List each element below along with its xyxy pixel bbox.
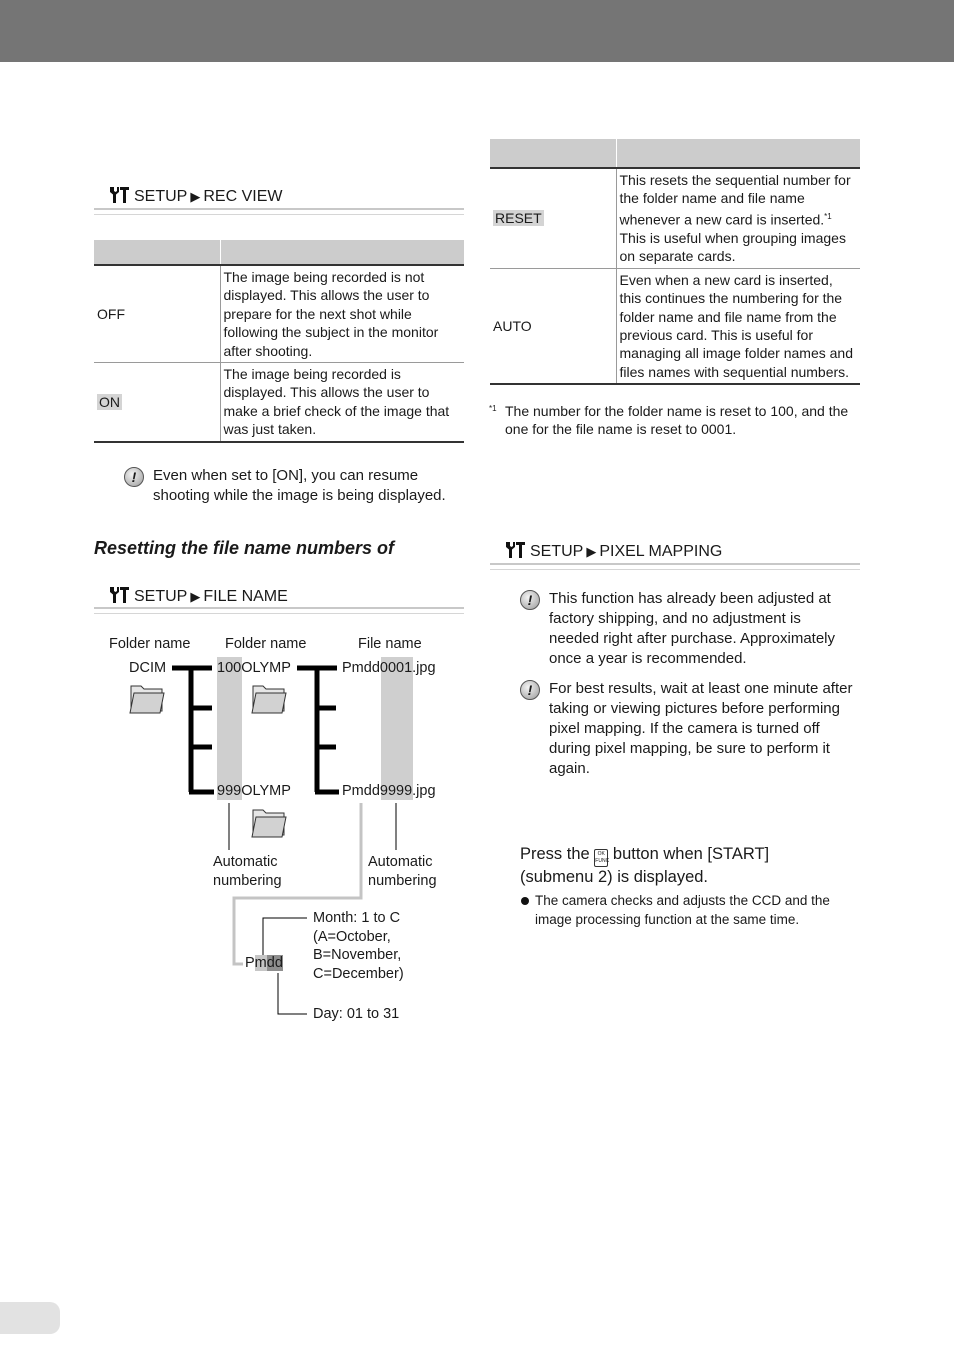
file-name-table (490, 139, 860, 385)
note-text: Even when set to [ON], you can resume shooting while the image is being displayed. (153, 467, 446, 504)
bullet-text: The camera checks and adjusts the CCD and the image processing function at the same time. (535, 893, 830, 927)
folder-name-header-1: Folder name (109, 636, 191, 652)
folder-icon (129, 680, 165, 714)
option-reset: RESET (495, 210, 542, 227)
pixel-mapping-note-1 (520, 589, 855, 671)
caution-icon: ! (124, 467, 144, 487)
caution-icon: ! (520, 590, 540, 610)
table-header-row (490, 139, 860, 168)
instruction-text: button when [START] (submenu 2) is displayed. (520, 845, 770, 886)
menu-item-label: REC VIEW (203, 188, 283, 205)
option-auto: AUTO (493, 317, 532, 334)
table-row (490, 268, 860, 384)
footnote (489, 402, 861, 444)
folder-icon (251, 680, 287, 714)
automatic-numbering-file: Automatic numbering (368, 854, 437, 889)
pixel-mapping-setup-header (504, 541, 722, 563)
folder-suffix: OLYMP (241, 660, 291, 676)
option-on: ON (99, 393, 120, 410)
section-rule (490, 563, 860, 570)
option-cell (490, 268, 616, 384)
page-number-tab (0, 1302, 60, 1334)
folder-suffix: OLYMP (241, 783, 291, 799)
first-file-label (342, 659, 436, 678)
first-folder-label (217, 659, 291, 678)
caution-icon: ! (520, 680, 540, 700)
note-text: For best results, wait at least one minute after taking or viewing pictures before performing pixel mapping. If the camera is turned off during pixel mapping, be sure to perform it again. (549, 680, 853, 777)
pmdd-breakdown (245, 954, 283, 973)
option-cell (490, 168, 616, 268)
button-label-bottom: FUNC (595, 858, 610, 864)
option-off: OFF (97, 305, 125, 322)
file-name-subheading: Resetting the file name numbers of (94, 538, 395, 558)
triangle-right-icon: ▶ (586, 544, 597, 559)
month-description: Month: 1 to C (A=October, B=November, C=December) (313, 910, 404, 982)
automatic-numbering-folder: Automatic numbering (213, 854, 282, 889)
file-extension: .jpg (412, 783, 436, 799)
folder-name-header-2: Folder name (225, 636, 307, 652)
last-file-label (342, 782, 436, 801)
pmdd-p: P (245, 955, 255, 971)
reset-description: This resets the sequential number for the folder name and file name whenever a new card is inserted. (619, 172, 851, 228)
note-text: This function has already been adjusted at factory shipping, and no adjustment is needed right after purchase. Approximately once a year is recommended. (549, 590, 836, 667)
description-cell: Even when a new card is inserted, this continues the numbering for the folder name and file name from the previous card. This is useful for managing all image folder names and files names with sequential numbers. (616, 268, 860, 384)
footnote-text: The number for the folder name is reset to 100, and the one for the file name is reset to 0001. (505, 403, 849, 438)
instruction-text: Press the (520, 845, 590, 863)
day-description: Day: 01 to 31 (313, 1006, 400, 1022)
pmdd-month: m (254, 955, 267, 971)
footnote-mark: *1 (489, 404, 497, 413)
pixel-mapping-instruction (520, 844, 820, 888)
setup-label: SETUP (134, 588, 188, 605)
setup-label: SETUP (530, 543, 584, 560)
file-name-header: File name (358, 636, 422, 652)
menu-item-label: PIXEL MAPPING (599, 543, 723, 560)
folder-number: 999 (217, 783, 242, 799)
folder-icon (251, 804, 287, 838)
reset-description-2: This is useful when grouping images on separate cards. (619, 229, 846, 265)
root-folder-label: DCIM (129, 660, 167, 676)
ok-func-button-icon (594, 849, 608, 867)
pixel-mapping-note-2 (520, 679, 855, 781)
button-label-top: OK (597, 851, 605, 857)
file-extension: .jpg (412, 660, 436, 676)
file-number: 0001 (379, 660, 413, 676)
triangle-right-icon: ▶ (190, 589, 201, 604)
last-folder-label (217, 782, 291, 801)
description-cell (616, 168, 860, 268)
description-cell: The image being recorded is not displayed. This allows the user to prepare for the next shot while following the subject in the monitor after shooting. (220, 265, 464, 363)
menu-item-label: FILE NAME (203, 588, 288, 605)
pixel-mapping-bullet (520, 892, 860, 932)
bullet-icon (521, 897, 529, 905)
table-row (490, 168, 860, 268)
file-prefix: Pmdd (342, 660, 380, 676)
folder-number: 100 (217, 660, 242, 676)
triangle-right-icon: ▶ (190, 189, 201, 204)
file-number: 9999 (379, 783, 413, 799)
description-cell: The image being recorded is displayed. This allows the user to make a brief check of the image that was just taken. (220, 363, 464, 442)
setup-wrench-icon (504, 541, 526, 564)
footnote-ref: *1 (824, 211, 832, 221)
setup-label: SETUP (134, 188, 188, 205)
pmdd-day: dd (266, 955, 283, 971)
file-prefix: Pmdd (342, 783, 380, 799)
